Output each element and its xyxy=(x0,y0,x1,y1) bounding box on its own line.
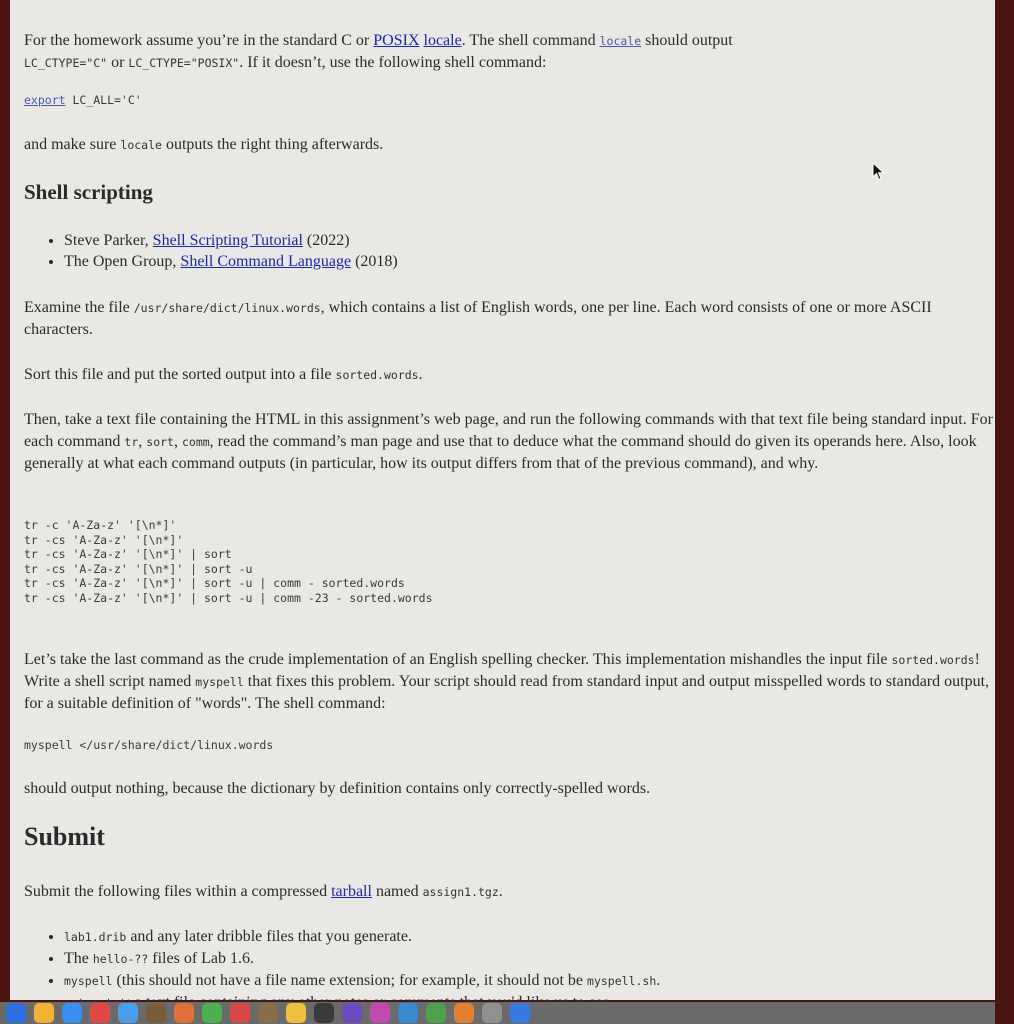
text: and make sure xyxy=(24,136,121,153)
dock-app-icon[interactable] xyxy=(286,1003,306,1023)
sort-code: sort xyxy=(146,435,174,449)
text: The Open Group, xyxy=(64,253,181,270)
command-line: tr -cs 'A-Za-z' '[\n*]' | sort -u xyxy=(24,561,253,576)
commands-paragraph xyxy=(24,409,999,475)
export-command xyxy=(24,93,142,108)
list-item xyxy=(64,230,398,251)
text: , xyxy=(138,433,147,450)
ctype-posix-code: LC_CTYPE="POSIX" xyxy=(128,56,240,70)
sorted-words-code: sorted.words xyxy=(335,368,419,382)
myspell-sh-code: myspell.sh xyxy=(587,974,657,988)
text: . If it doesn’t, use the following shell command: xyxy=(239,54,547,71)
text: Let’s take the last command as the crude implementation of an English spelling checker. This implementation mishandles the input file xyxy=(24,651,892,668)
spelling-paragraph xyxy=(24,649,999,715)
dock-app-icon[interactable] xyxy=(174,1003,194,1023)
text: named xyxy=(371,883,423,900)
dock-app-icon[interactable] xyxy=(258,1003,278,1023)
text: For the homework assume you’re in the standard C or xyxy=(24,32,374,49)
text: (2022) xyxy=(302,232,350,249)
command-line: tr -cs 'A-Za-z' '[\n*]' | sort xyxy=(24,547,232,561)
mouse-cursor-icon xyxy=(872,162,886,182)
list-item xyxy=(64,970,660,992)
list-item xyxy=(64,948,660,970)
text: The xyxy=(64,950,93,967)
text: (this should not have a file name extension; for example, it should not be xyxy=(112,972,588,989)
section-heading: Submit xyxy=(24,822,105,851)
section-heading: Shell scripting xyxy=(24,180,153,204)
text: (2018) xyxy=(351,253,398,270)
dock-app-icon[interactable] xyxy=(398,1003,418,1023)
dict-path-code: /usr/share/dict/linux.words xyxy=(133,301,321,315)
text: Then, take a text file containing the HTML in this assignment’s web page, and run the following commands with that text file being standard input. For each command xyxy=(24,411,993,450)
shell-scripting-heading xyxy=(24,180,153,205)
locale-code-link[interactable]: locale xyxy=(599,34,642,48)
references-list xyxy=(24,230,398,272)
locale-code: locale xyxy=(120,138,162,152)
posix-link[interactable]: POSIX xyxy=(373,32,420,49)
export-args: LC_ALL='C' xyxy=(65,93,142,107)
locale-paragraph xyxy=(24,30,924,74)
dock-app-icon[interactable] xyxy=(454,1003,474,1023)
text: . xyxy=(498,883,503,900)
locale-link[interactable]: locale xyxy=(423,32,462,49)
text: Sort this file and put the sorted output into a file xyxy=(24,366,336,383)
dock-app-icon[interactable] xyxy=(370,1003,390,1023)
text: . xyxy=(656,972,661,989)
text: should output xyxy=(641,32,733,49)
dock-app-icon[interactable] xyxy=(202,1003,222,1023)
text: files of Lab 1.6. xyxy=(148,950,255,967)
locale-check-paragraph xyxy=(24,134,383,156)
code-line: myspell </usr/share/dict/linux.words xyxy=(24,738,274,752)
list-item xyxy=(64,926,660,948)
shell-command-language-link[interactable]: Shell Command Language xyxy=(180,253,352,270)
command-line: tr -cs 'A-Za-z' '[\n*]' | sort -u | comm -23 - sorted.words xyxy=(24,590,433,605)
browser-page xyxy=(10,0,995,1000)
dock-app-icon[interactable] xyxy=(230,1003,250,1023)
nothing-paragraph xyxy=(24,778,650,800)
text: outputs the right thing afterwards. xyxy=(161,136,384,153)
command-line: tr -cs 'A-Za-z' '[\n*]' | sort -u | comm - sorted.words xyxy=(24,576,405,590)
sorted-words-code: sorted.words xyxy=(891,653,975,667)
text: and any later dribble files that you generate. xyxy=(126,928,412,945)
text: , xyxy=(173,433,182,450)
text: ! Write a shell script named xyxy=(24,651,980,690)
dock-app-icon[interactable] xyxy=(6,1003,26,1023)
comm-code: comm xyxy=(181,435,210,449)
lab1-drib-code: lab1.drib xyxy=(64,930,127,944)
dock-app-icon[interactable] xyxy=(426,1003,446,1023)
command-line: tr -c 'A-Za-z' '[\n*]' xyxy=(24,518,177,532)
myspell-command xyxy=(24,738,273,753)
dock-app-icon[interactable] xyxy=(314,1003,334,1023)
assign1-code: assign1.tgz xyxy=(422,885,499,899)
text: that fixes this problem. Your script should read from standard input and output misspelled words to standard output, for a suitable definition of "words". The shell command: xyxy=(24,673,990,712)
text: should output nothing, because the dictionary by definition contains only correctly-spelled words. xyxy=(24,780,651,797)
shell-scripting-tutorial-link[interactable]: Shell Scripting Tutorial xyxy=(152,232,303,249)
submit-heading xyxy=(24,822,105,852)
command-line: tr -cs 'A-Za-z' '[\n*]' xyxy=(24,532,184,547)
dock-app-icon[interactable] xyxy=(62,1003,82,1023)
text: Steve Parker, xyxy=(64,232,153,249)
submit-paragraph xyxy=(24,881,503,903)
dock-app-icon[interactable] xyxy=(342,1003,362,1023)
dock-app-icon[interactable] xyxy=(90,1003,110,1023)
text: Submit the following files within a compressed xyxy=(24,883,332,900)
sort-paragraph xyxy=(24,364,423,386)
tarball-link[interactable]: tarball xyxy=(331,883,372,900)
list-item xyxy=(64,251,398,272)
text: Examine the file xyxy=(24,299,134,316)
text: , which contains a list of English words, one per line. Each word consists of one or more ASCII characters. xyxy=(24,299,932,338)
text: or xyxy=(107,54,129,71)
dock-app-icon[interactable] xyxy=(118,1003,138,1023)
text: , read the command’s man page and use that to deduce what the command should do given its operands here. Also, look generally at what each command outputs (in particular, how its output differs from that of the previous command), and why. xyxy=(24,433,977,472)
dock-app-icon[interactable] xyxy=(510,1003,530,1023)
submit-list xyxy=(24,926,660,1014)
dock xyxy=(0,1002,995,1024)
ctype-c-code: LC_CTYPE="C" xyxy=(24,56,108,70)
myspell-code: myspell xyxy=(64,974,113,988)
dock-app-icon[interactable] xyxy=(34,1003,54,1023)
export-link[interactable]: export xyxy=(24,93,66,107)
commands-block xyxy=(24,518,433,605)
dock-app-icon[interactable] xyxy=(482,1003,502,1023)
text: . xyxy=(418,366,423,383)
dock-app-icon[interactable] xyxy=(146,1003,166,1023)
myspell-code: myspell xyxy=(195,675,244,689)
hello-code: hello-?? xyxy=(92,952,149,966)
text: . The shell command xyxy=(461,32,600,49)
examine-paragraph xyxy=(24,297,959,341)
tr-code: tr xyxy=(124,435,139,449)
